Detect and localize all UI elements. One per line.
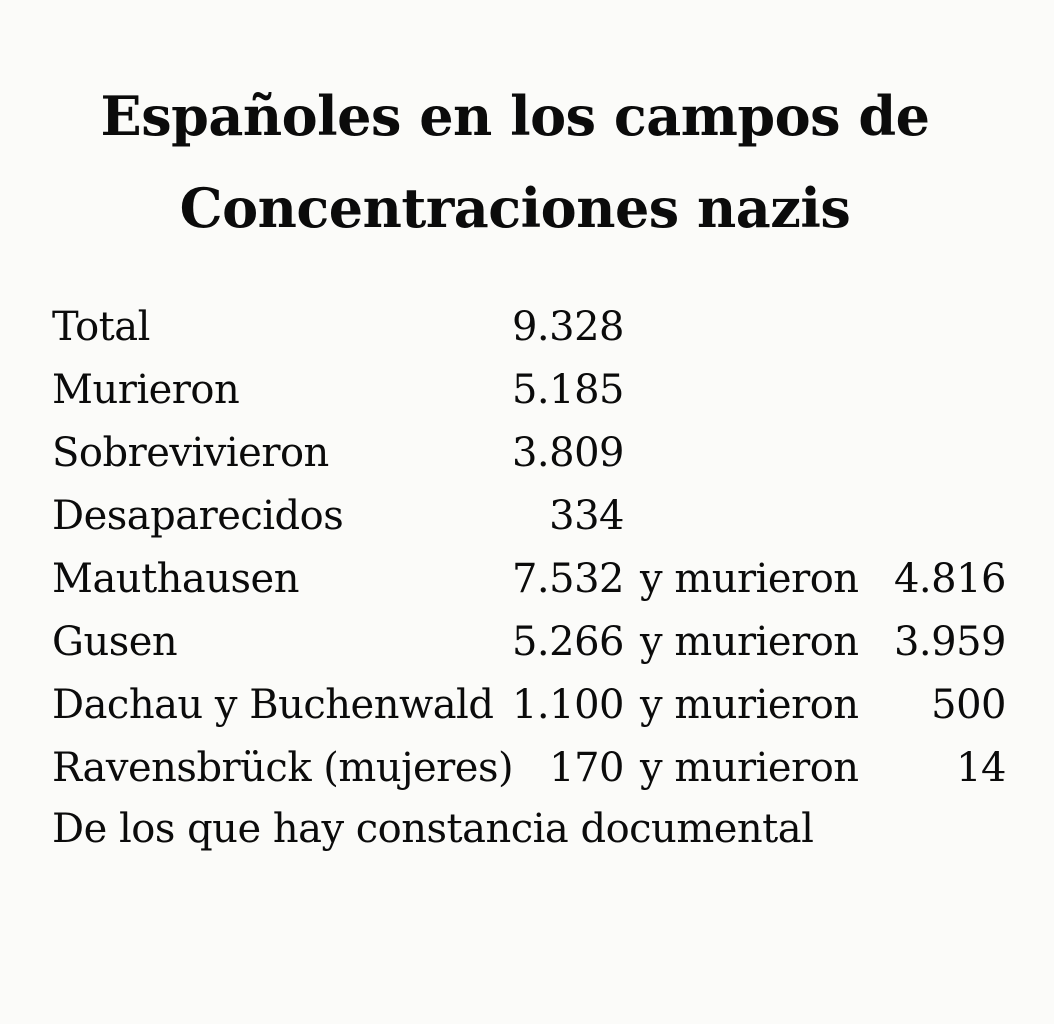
stat-label: Mauthausen	[52, 556, 299, 602]
stat-label: Ravensbrück (mujeres)	[52, 745, 514, 791]
stat-deaths: 14	[956, 745, 1006, 791]
stat-deaths: 500	[931, 682, 1006, 728]
stat-label: Desaparecidos	[52, 493, 344, 539]
stat-value: 5.185	[511, 367, 624, 413]
stat-value: 5.266	[511, 619, 624, 665]
stat-value: 9.328	[511, 304, 624, 350]
stat-conjunction: y murieron	[640, 556, 859, 602]
stat-row-gusen	[0, 613, 1054, 671]
stat-value: 170	[549, 745, 624, 791]
stat-label: Dachau y Buchenwald	[52, 682, 494, 728]
stat-label: Murieron	[52, 367, 240, 413]
stat-conjunction: y murieron	[640, 745, 859, 791]
stat-conjunction: y murieron	[640, 682, 859, 728]
stat-row-ravensbruck	[0, 739, 1054, 797]
stat-value: 3.809	[511, 430, 624, 476]
stat-row-sobrevivieron	[0, 424, 1054, 482]
stat-value: 334	[549, 493, 624, 539]
stat-label: Sobrevivieron	[52, 430, 329, 476]
stat-deaths: 3.959	[893, 619, 1006, 665]
stat-value: 1.100	[511, 682, 624, 728]
stat-label: Gusen	[52, 619, 178, 665]
footnote: De los que hay constancia documental	[52, 806, 814, 852]
stat-row-total	[0, 298, 1054, 356]
stat-value: 7.532	[511, 556, 624, 602]
stat-label: Total	[52, 304, 150, 350]
stat-row-dachau-buchenwald	[0, 676, 1054, 734]
stat-conjunction: y murieron	[640, 619, 859, 665]
stat-row-desaparecidos	[0, 487, 1054, 545]
title-line-2: Concentraciones nazis	[179, 176, 851, 240]
stat-row-mauthausen	[0, 550, 1054, 608]
stat-deaths: 4.816	[893, 556, 1006, 602]
stat-row-murieron	[0, 361, 1054, 419]
title-line-1: Españoles en los campos de	[100, 84, 930, 148]
